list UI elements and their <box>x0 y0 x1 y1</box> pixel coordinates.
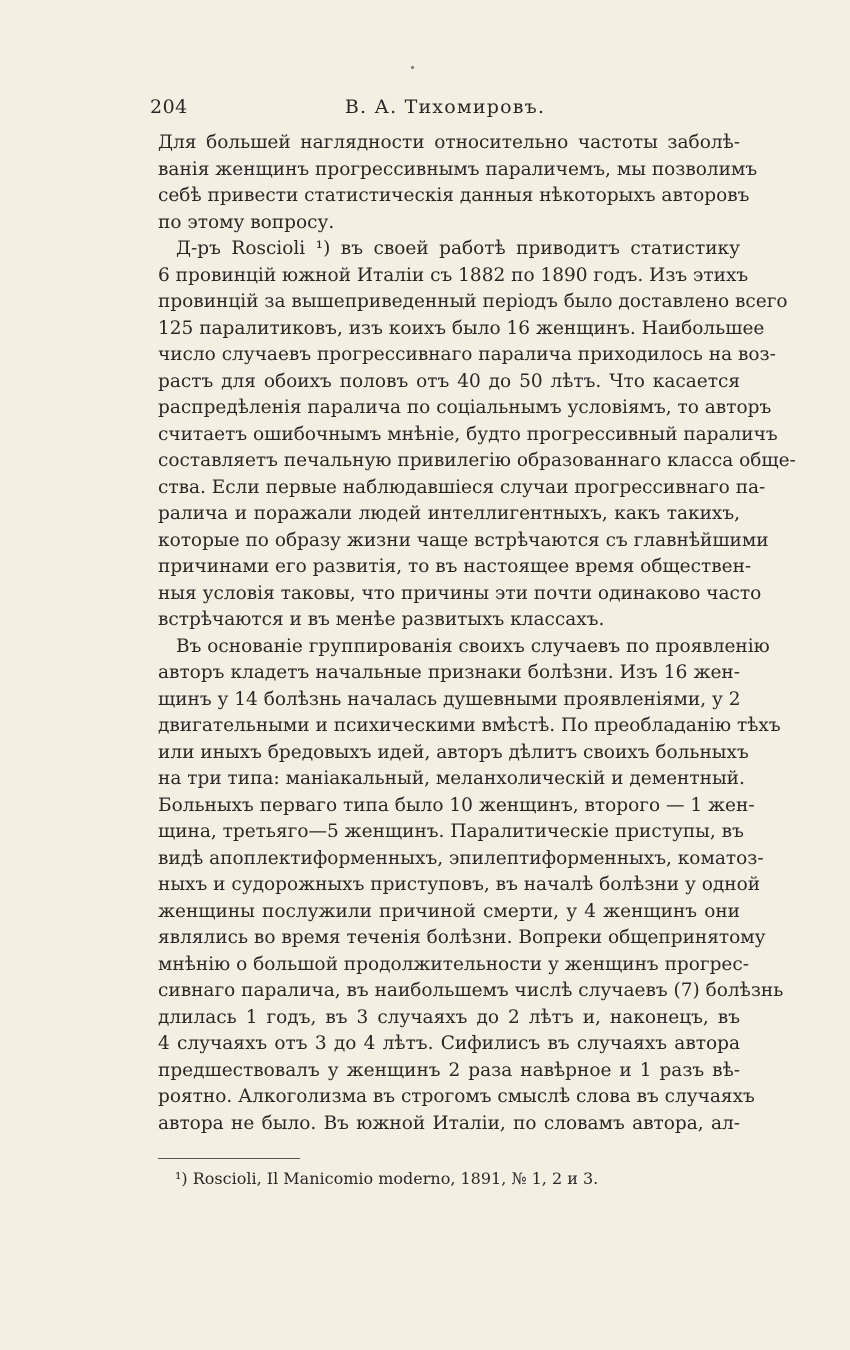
text-line: длилась 1 годъ, въ 3 случаяхъ до 2 лѣтъ и, наконецъ, въ <box>158 1006 740 1028</box>
text-line: Д-ръ Roscioli ¹) въ своей работѣ приводитъ статистику <box>176 238 740 259</box>
print-speck <box>411 66 414 69</box>
text-line: предшествовалъ у женщинъ 2 раза навѣрное и 1 разъ вѣ- <box>158 1059 740 1081</box>
text-line: Въ основаніе группированія своихъ случаевъ по проявленію <box>176 635 770 657</box>
text-line: Больныхъ перваго типа было 10 женщинъ, второго — 1 жен- <box>158 794 755 816</box>
text-line: щина, третьяго—5 женщинъ. Паралитическіе приступы, въ <box>158 821 744 842</box>
footnote-divider <box>158 1158 300 1159</box>
text-line: мнѣнію о большой продолжительности у женщинъ прогрес- <box>158 953 749 975</box>
text-line: составляетъ печальную привилегію образованнаго класса обще- <box>158 450 796 471</box>
text-line: женщины послужили причиной смерти, у 4 женщинъ они <box>158 900 740 922</box>
text-line: ныя условія таковы, что причины эти почти одинаково часто <box>158 582 762 604</box>
text-line: ства. Если первые наблюдавшіеся случаи прогрессивнаго па- <box>158 476 766 498</box>
text-line: встрѣчаются и въ менѣе развитыхъ классахъ. <box>158 609 605 630</box>
text-line: 4 случаяхъ отъ 3 до 4 лѣтъ. Сифилисъ въ случаяхъ автора <box>158 1033 740 1054</box>
text-line: двигательными и психическими вмѣстѣ. По преобладанію тѣхъ <box>158 715 781 736</box>
text-line: сивнаго паралича, въ наибольшемъ числѣ случаевъ (7) болѣзнь <box>158 980 784 1001</box>
text-line: 125 паралитиковъ, изъ коихъ было 16 женщинъ. Наибольшее <box>158 317 765 339</box>
body-text <box>158 130 796 1137</box>
paragraph-1 <box>158 130 758 236</box>
text-line: по этому вопросу. <box>158 211 335 233</box>
text-line: которые по образу жизни чаще встрѣчаются съ главнѣйшими <box>158 529 769 551</box>
text-line: ралича и поражали людей интеллигентныхъ, какъ такихъ, <box>158 503 740 524</box>
footnote: ¹) Roscioli, Il Manicomio moderno, 1891, № 1, 2 и 3. <box>175 1169 599 1188</box>
text-line: или иныхъ бредовыхъ идей, авторъ дѣлитъ своихъ больныхъ <box>158 741 749 763</box>
text-line: число случаевъ прогрессивнаго паралича приходилось на воз- <box>158 344 776 365</box>
text-line: видѣ апоплектиформенныхъ, эпилептиформенныхъ, коматоз- <box>158 847 764 869</box>
text-line: являлись во время теченія болѣзни. Вопреки общепринятому <box>158 927 766 948</box>
text-line: ванія женщинъ прогрессивнымъ параличемъ, мы позволимъ <box>158 158 758 180</box>
page-header <box>150 96 740 126</box>
page-number: 204 <box>150 96 188 118</box>
text-line: ныхъ и судорожныхъ приступовъ, въ началѣ болѣзни у одной <box>158 874 761 895</box>
text-line: провинцій за вышеприведенный періодъ было доставлено всего <box>158 291 788 312</box>
text-line: распредѣленія паралича по соціальнымъ условіямъ, то авторъ <box>158 397 772 418</box>
text-line: щинъ у 14 болѣзнь началась душевными проявленіями, у 2 <box>158 688 741 710</box>
text-line: растъ для обоихъ половъ отъ 40 до 50 лѣтъ. Что касается <box>158 370 740 392</box>
paragraph-3 <box>158 634 784 1138</box>
text-line: считаетъ ошибочнымъ мнѣніе, будто прогрессивный параличъ <box>158 423 778 445</box>
running-head: В. А. Тихомировъ. <box>344 96 546 118</box>
text-line: автора не было. Въ южной Италіи, по словамъ автора, ал- <box>158 1112 740 1134</box>
text-line: себѣ привести статистическія данныя нѣкоторыхъ авторовъ <box>158 185 750 206</box>
text-line: Для большей наглядности относительно частоты заболѣ- <box>158 132 740 153</box>
text-line: авторъ кладетъ начальные признаки болѣзни. Изъ 16 жен- <box>158 662 740 683</box>
text-line: причинами его развитія, то въ настоящее время обществен- <box>158 556 752 577</box>
text-line: на три типа: маніакальный, меланхолическій и дементный. <box>158 768 745 789</box>
text-line: роятно. Алкоголизма въ строгомъ смыслѣ слова въ случаяхъ <box>158 1086 755 1107</box>
text-line: 6 провинцій южной Италіи съ 1882 по 1890 годъ. Изъ этихъ <box>158 264 749 286</box>
paragraph-2 <box>158 236 796 634</box>
